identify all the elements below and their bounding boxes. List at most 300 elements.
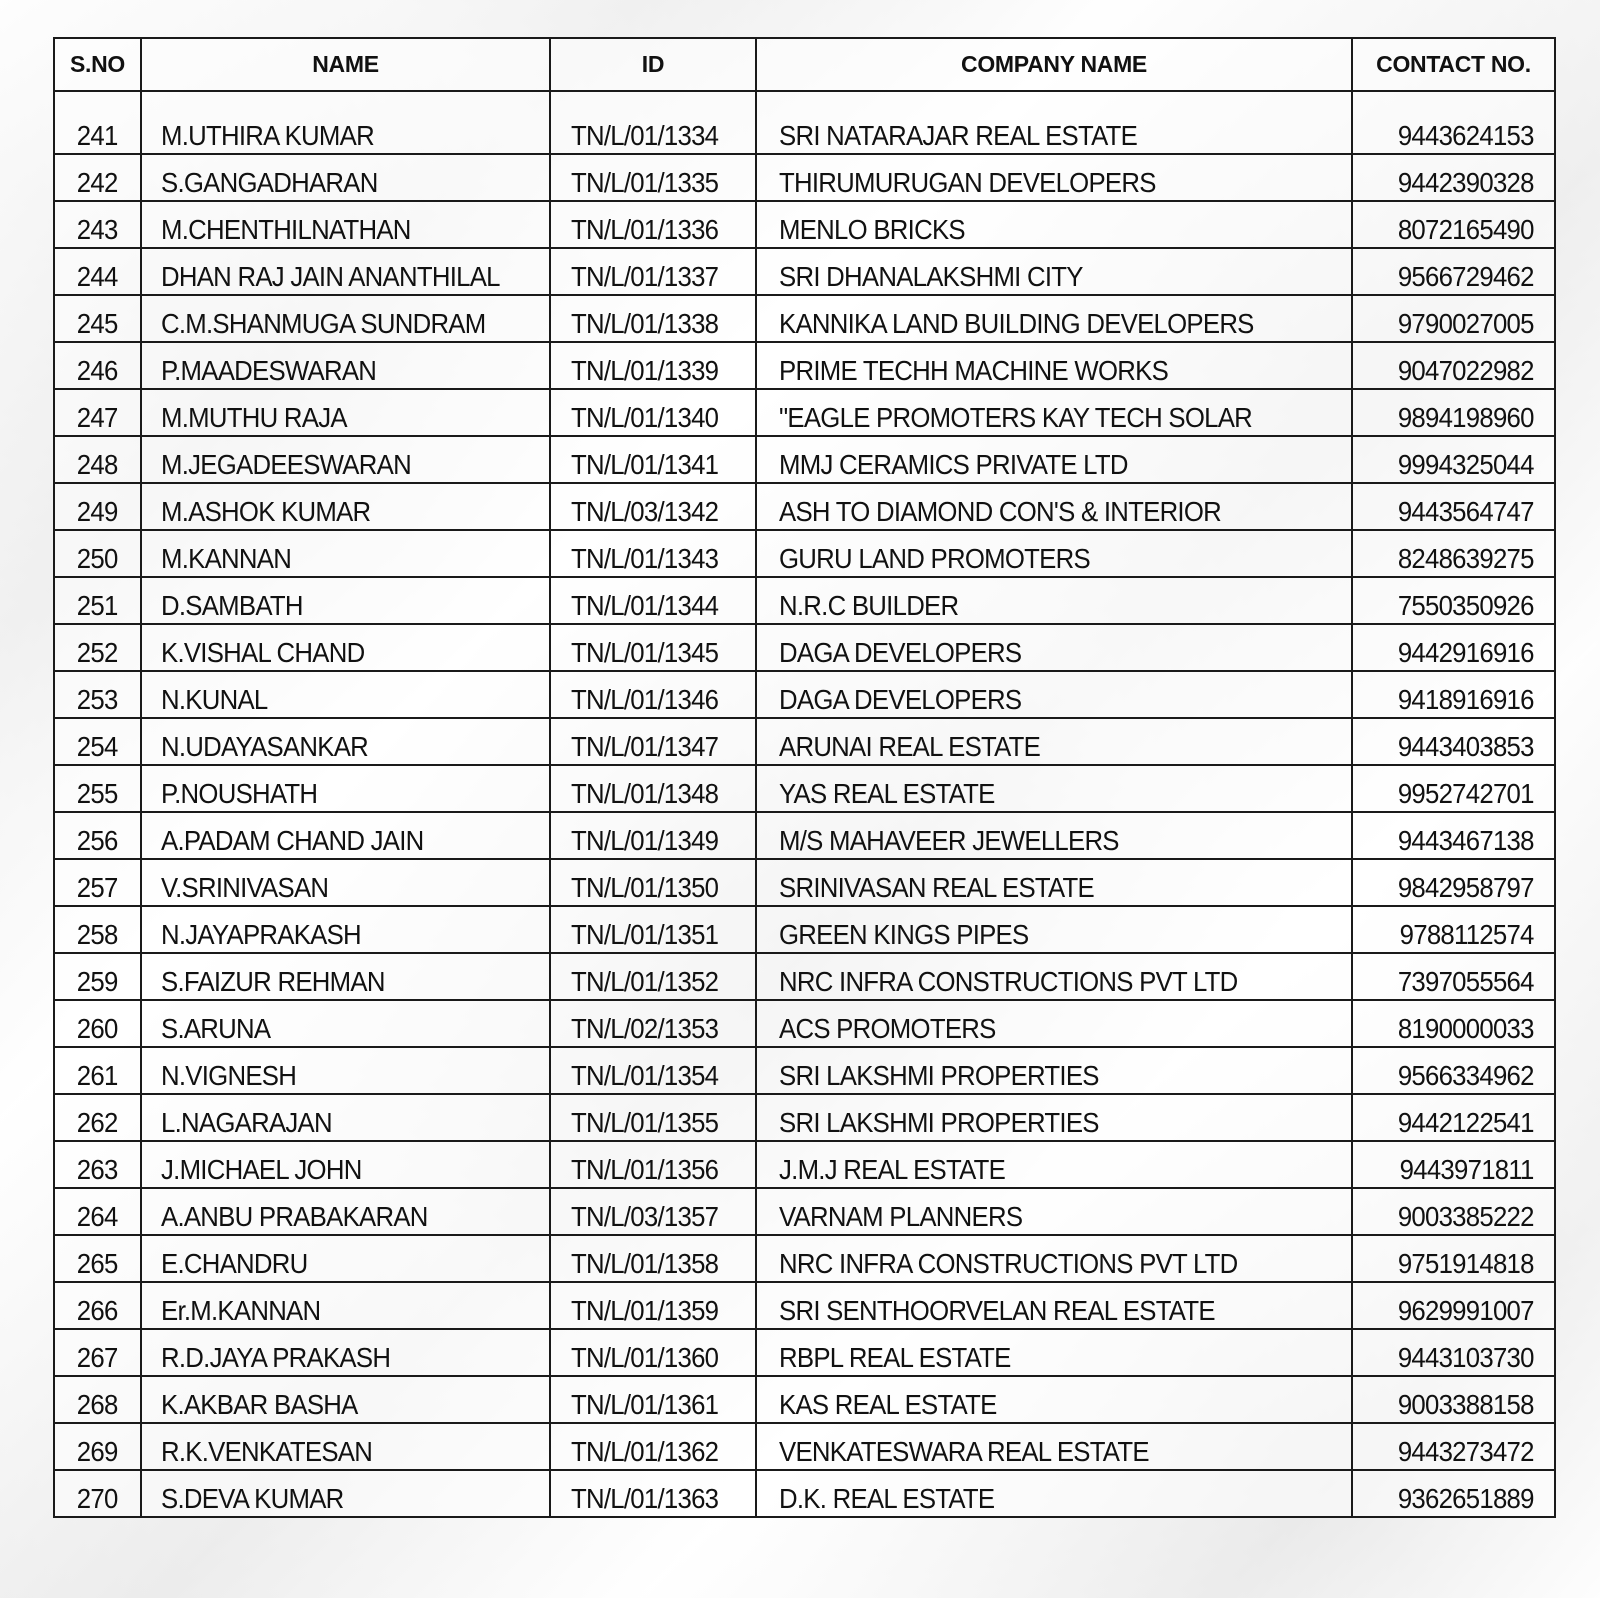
cell-name [141,91,550,154]
cell-contact-text: 9994325044 [1398,449,1534,480]
cell-name-text: P.MAADESWARAN [161,355,377,386]
cell-company [756,1376,1352,1423]
cell-company-text: KAS REAL ESTATE [779,1389,997,1420]
cell-contact [1352,718,1555,765]
cell-contact-text: 9047022982 [1398,355,1534,386]
table-row [54,1423,1555,1470]
cell-company-text: J.M.J REAL ESTATE [779,1154,1006,1185]
cell-contact-text: 9566729462 [1398,261,1534,292]
cell-name-text: E.CHANDRU [161,1248,308,1279]
members-table-container [53,37,1554,1518]
table-row [54,577,1555,624]
cell-id [550,765,756,812]
cell-company [756,1141,1352,1188]
cell-sno [54,342,141,389]
cell-name [141,1235,550,1282]
cell-company [756,812,1352,859]
cell-contact [1352,1094,1555,1141]
cell-id-text: TN/L/01/1334 [571,120,719,151]
cell-contact-text: 9443564747 [1398,496,1534,527]
cell-contact-text: 9003388158 [1398,1389,1534,1420]
cell-company-text: YAS REAL ESTATE [779,778,995,809]
cell-name-text: D.SAMBATH [161,590,303,621]
cell-id-text: TN/L/03/1357 [571,1201,719,1232]
cell-sno-text: 266 [77,1295,118,1326]
table-row [54,1094,1555,1141]
cell-company-text: PRIME TECHH MACHINE WORKS [779,355,1169,386]
table-row [54,671,1555,718]
cell-contact-text: 9790027005 [1398,308,1534,339]
cell-company [756,483,1352,530]
cell-sno [54,530,141,577]
cell-id-text: TN/L/01/1358 [571,1248,719,1279]
cell-name-text: Er.M.KANNAN [161,1295,321,1326]
cell-sno-text: 243 [77,214,118,245]
cell-company [756,91,1352,154]
cell-id-text: TN/L/01/1345 [571,637,719,668]
cell-name-text: N.UDAYASANKAR [161,731,369,762]
cell-name-text: M.JEGADEESWARAN [161,449,411,480]
cell-contact [1352,859,1555,906]
cell-sno [54,483,141,530]
cell-sno [54,577,141,624]
cell-company-text: SRI DHANALAKSHMI CITY [779,261,1083,292]
cell-sno [54,1329,141,1376]
cell-id [550,1470,756,1517]
cell-contact-text: 8248639275 [1398,543,1534,574]
cell-company-text: ACS PROMOTERS [779,1013,996,1044]
cell-contact [1352,91,1555,154]
cell-sno [54,1000,141,1047]
cell-contact [1352,248,1555,295]
cell-contact [1352,154,1555,201]
cell-contact [1352,1047,1555,1094]
cell-contact [1352,1141,1555,1188]
cell-company-text: GURU LAND PROMOTERS [779,543,1090,574]
table-row [54,624,1555,671]
cell-contact-text: 9443273472 [1398,1436,1534,1467]
cell-contact-text: 9443103730 [1398,1342,1534,1373]
cell-sno [54,906,141,953]
cell-id [550,1329,756,1376]
cell-id-text: TN/L/03/1342 [571,496,719,527]
members-table [53,37,1556,1518]
cell-sno [54,1282,141,1329]
table-row [54,483,1555,530]
cell-id [550,671,756,718]
cell-id-text: TN/L/01/1335 [571,167,719,198]
cell-name [141,1423,550,1470]
cell-company-text: KANNIKA LAND BUILDING DEVELOPERS [779,308,1254,339]
cell-contact-text: 7550350926 [1398,590,1534,621]
cell-company [756,906,1352,953]
cell-sno-text: 246 [77,355,118,386]
cell-name-text: DHAN RAJ JAIN ANANTHILAL [161,261,500,292]
cell-name [141,765,550,812]
cell-sno [54,154,141,201]
cell-sno [54,1423,141,1470]
cell-id [550,91,756,154]
cell-sno-text: 253 [77,684,118,715]
cell-company [756,577,1352,624]
cell-contact-text: 9362651889 [1398,1483,1534,1514]
cell-contact [1352,436,1555,483]
cell-sno-text: 264 [77,1201,118,1232]
cell-name-text: K.AKBAR BASHA [161,1389,358,1420]
table-row [54,953,1555,1000]
cell-id-text: TN/L/01/1362 [571,1436,719,1467]
cell-contact [1352,1188,1555,1235]
cell-name-text: A.ANBU PRABAKARAN [161,1201,428,1232]
header-sno: S.NO [54,38,141,91]
table-row [54,1047,1555,1094]
cell-id [550,1235,756,1282]
cell-sno [54,1188,141,1235]
cell-contact [1352,201,1555,248]
cell-company-text: VENKATESWARA REAL ESTATE [779,1436,1149,1467]
cell-sno-text: 269 [77,1436,118,1467]
cell-company [756,1282,1352,1329]
cell-id-text: TN/L/01/1348 [571,778,719,809]
cell-name [141,483,550,530]
cell-name-text: N.KUNAL [161,684,268,715]
cell-id [550,201,756,248]
cell-contact-text: 9788112574 [1399,919,1534,950]
cell-company [756,1000,1352,1047]
cell-name [141,201,550,248]
cell-sno-text: 261 [77,1060,118,1091]
cell-sno [54,1470,141,1517]
cell-id-text: TN/L/01/1350 [571,872,719,903]
cell-company-text: ARUNAI REAL ESTATE [779,731,1041,762]
table-row [54,1329,1555,1376]
cell-id-text: TN/L/01/1355 [571,1107,719,1138]
cell-name [141,624,550,671]
cell-contact-text: 8072165490 [1398,214,1534,245]
cell-sno [54,1047,141,1094]
cell-sno-text: 255 [77,778,118,809]
cell-id-text: TN/L/01/1341 [571,449,719,480]
cell-id-text: TN/L/01/1344 [571,590,719,621]
cell-name-text: M.CHENTHILNATHAN [161,214,411,245]
cell-company-text: DAGA DEVELOPERS [779,684,1022,715]
cell-sno [54,295,141,342]
cell-id-text: TN/L/01/1336 [571,214,719,245]
cell-sno-text: 263 [77,1154,118,1185]
cell-company-text: THIRUMURUGAN DEVELOPERS [779,167,1156,198]
cell-company-text: NRC INFRA CONSTRUCTIONS PVT LTD [779,1248,1238,1279]
cell-name [141,1188,550,1235]
header-row [54,38,1555,91]
table-row [54,201,1555,248]
cell-name-text: S.DEVA KUMAR [161,1483,344,1514]
cell-company [756,1329,1352,1376]
cell-contact [1352,624,1555,671]
cell-sno-text: 250 [77,543,118,574]
cell-contact-text: 9443467138 [1398,825,1534,856]
cell-contact [1352,953,1555,1000]
cell-sno [54,91,141,154]
cell-name-text: K.VISHAL CHAND [161,637,365,668]
cell-company [756,1094,1352,1141]
cell-contact [1352,1329,1555,1376]
cell-name [141,154,550,201]
cell-id [550,577,756,624]
cell-id [550,483,756,530]
cell-id-text: TN/L/02/1353 [571,1013,719,1044]
cell-id [550,1188,756,1235]
cell-company [756,671,1352,718]
cell-sno [54,1141,141,1188]
cell-contact-text: 9894198960 [1398,402,1534,433]
cell-contact [1352,342,1555,389]
table-row [54,154,1555,201]
cell-sno-text: 252 [77,637,118,668]
cell-sno [54,859,141,906]
cell-name [141,1329,550,1376]
cell-id [550,1000,756,1047]
cell-id-text: TN/L/01/1343 [571,543,719,574]
cell-id [550,1094,756,1141]
cell-contact [1352,483,1555,530]
cell-id [550,389,756,436]
cell-contact-text: 9418916916 [1398,684,1534,715]
cell-sno [54,389,141,436]
cell-company [756,859,1352,906]
table-row [54,765,1555,812]
cell-name-text: M.KANNAN [161,543,292,574]
cell-sno-text: 254 [77,731,118,762]
cell-name [141,1094,550,1141]
cell-company [756,154,1352,201]
cell-contact-text: 9442390328 [1398,167,1534,198]
cell-company-text: SRI LAKSHMI PROPERTIES [779,1060,1099,1091]
cell-contact [1352,577,1555,624]
cell-id-text: TN/L/01/1346 [571,684,719,715]
cell-contact-text: 9443403853 [1398,731,1534,762]
table-header [54,38,1555,91]
cell-contact [1352,1000,1555,1047]
cell-id [550,530,756,577]
cell-name [141,859,550,906]
cell-sno [54,201,141,248]
cell-contact [1352,530,1555,577]
cell-name-text: R.D.JAYA PRAKASH [161,1342,391,1373]
cell-id [550,1141,756,1188]
cell-id-text: TN/L/01/1361 [571,1389,719,1420]
cell-name-text: C.M.SHANMUGA SUNDRAM [161,308,486,339]
cell-contact-text: 9566334962 [1398,1060,1534,1091]
table-row [54,1282,1555,1329]
cell-company-text: D.K. REAL ESTATE [779,1483,995,1514]
cell-contact [1352,295,1555,342]
cell-company [756,530,1352,577]
cell-company [756,953,1352,1000]
table-row [54,906,1555,953]
cell-name [141,577,550,624]
cell-id [550,906,756,953]
table-row [54,1376,1555,1423]
cell-sno-text: 260 [77,1013,118,1044]
cell-contact [1352,389,1555,436]
cell-id [550,436,756,483]
cell-name-text: J.MICHAEL JOHN [161,1154,362,1185]
cell-name-text: M.UTHIRA KUMAR [161,120,374,151]
cell-sno [54,1235,141,1282]
table-row [54,248,1555,295]
cell-company [756,1188,1352,1235]
cell-sno-text: 245 [77,308,118,339]
table-row [54,859,1555,906]
cell-contact [1352,671,1555,718]
header-id: ID [550,38,756,91]
cell-id [550,624,756,671]
cell-name [141,1376,550,1423]
cell-company-text: MENLO BRICKS [779,214,965,245]
cell-contact [1352,1423,1555,1470]
cell-sno-text: 249 [77,496,118,527]
cell-name-text: A.PADAM CHAND JAIN [161,825,424,856]
cell-company-text: MMJ CERAMICS PRIVATE LTD [779,449,1128,480]
cell-contact-text: 7397055564 [1398,966,1534,997]
cell-company-text: NRC INFRA CONSTRUCTIONS PVT LTD [779,966,1238,997]
cell-company [756,765,1352,812]
cell-sno-text: 241 [77,120,118,151]
table-row [54,718,1555,765]
cell-company-text: VARNAM PLANNERS [779,1201,1023,1232]
cell-sno [54,812,141,859]
cell-sno-text: 258 [77,919,118,950]
cell-name-text: M.ASHOK KUMAR [161,496,371,527]
cell-contact [1352,1282,1555,1329]
header-contact: CONTACT NO. [1352,38,1555,91]
cell-contact-text: 9751914818 [1398,1248,1534,1279]
cell-sno-text: 259 [77,966,118,997]
cell-company [756,295,1352,342]
cell-company [756,248,1352,295]
header-company: COMPANY NAME [756,38,1352,91]
cell-id-text: TN/L/01/1352 [571,966,719,997]
table-row [54,1470,1555,1517]
cell-sno [54,718,141,765]
cell-company-text: N.R.C BUILDER [779,590,959,621]
cell-id [550,1423,756,1470]
cell-sno [54,1094,141,1141]
cell-company [756,1047,1352,1094]
cell-company [756,201,1352,248]
table-row [54,1188,1555,1235]
cell-sno-text: 247 [77,402,118,433]
cell-name [141,295,550,342]
cell-id [550,812,756,859]
cell-id [550,859,756,906]
cell-id-text: TN/L/01/1338 [571,308,719,339]
cell-name [141,718,550,765]
cell-contact [1352,812,1555,859]
cell-contact-text: 9952742701 [1398,778,1534,809]
cell-sno-text: 262 [77,1107,118,1138]
cell-sno [54,671,141,718]
cell-id-text: TN/L/01/1347 [571,731,719,762]
table-body [54,91,1555,1517]
cell-contact-text: 9442122541 [1398,1107,1534,1138]
cell-sno [54,765,141,812]
cell-company-text: M/S MAHAVEER JEWELLERS [779,825,1119,856]
cell-id [550,342,756,389]
cell-company [756,624,1352,671]
cell-company-text: ASH TO DIAMOND CON'S & INTERIOR [779,496,1222,527]
cell-id-text: TN/L/01/1363 [571,1483,719,1514]
cell-company-text: SRI SENTHOORVELAN REAL ESTATE [779,1295,1215,1326]
cell-company [756,1235,1352,1282]
cell-name [141,906,550,953]
cell-name [141,1000,550,1047]
cell-sno-text: 265 [77,1248,118,1279]
cell-name [141,1470,550,1517]
cell-contact [1352,1376,1555,1423]
table-row [54,295,1555,342]
cell-name [141,248,550,295]
table-row [54,389,1555,436]
cell-sno-text: 268 [77,1389,118,1420]
cell-company-text: SRI LAKSHMI PROPERTIES [779,1107,1099,1138]
cell-company-text: DAGA DEVELOPERS [779,637,1022,668]
table-row [54,1141,1555,1188]
cell-contact-text: 9442916916 [1398,637,1534,668]
cell-name [141,671,550,718]
cell-name-text: S.FAIZUR REHMAN [161,966,385,997]
cell-name-text: N.JAYAPRAKASH [161,919,361,950]
cell-sno-text: 267 [77,1342,118,1373]
header-name: NAME [141,38,550,91]
table-row [54,1000,1555,1047]
cell-company [756,389,1352,436]
cell-contact [1352,765,1555,812]
cell-id-text: TN/L/01/1351 [571,919,719,950]
cell-company [756,1470,1352,1517]
table-row [54,1235,1555,1282]
table-row [54,530,1555,577]
cell-sno [54,953,141,1000]
cell-id [550,1047,756,1094]
cell-contact-text: 9443624153 [1398,120,1534,151]
cell-name [141,342,550,389]
cell-sno [54,624,141,671]
cell-name-text: M.MUTHU RAJA [161,402,347,433]
cell-sno-text: 248 [77,449,118,480]
cell-id [550,718,756,765]
cell-name [141,1282,550,1329]
cell-sno-text: 242 [77,167,118,198]
cell-id-text: TN/L/01/1354 [571,1060,719,1091]
cell-name-text: S.ARUNA [161,1013,271,1044]
cell-contact-text: 9842958797 [1398,872,1534,903]
cell-id-text: TN/L/01/1359 [571,1295,719,1326]
cell-contact-text: 9629991007 [1398,1295,1534,1326]
cell-name [141,812,550,859]
table-row [54,812,1555,859]
cell-sno-text: 244 [77,261,118,292]
cell-name [141,953,550,1000]
cell-sno-text: 257 [77,872,118,903]
cell-company-text: SRI NATARAJAR REAL ESTATE [779,120,1138,151]
cell-company-text: "EAGLE PROMOTERS KAY TECH SOLAR [779,402,1253,433]
cell-sno [54,248,141,295]
cell-company [756,342,1352,389]
cell-company-text: RBPL REAL ESTATE [779,1342,1011,1373]
table-row [54,436,1555,483]
cell-company [756,718,1352,765]
